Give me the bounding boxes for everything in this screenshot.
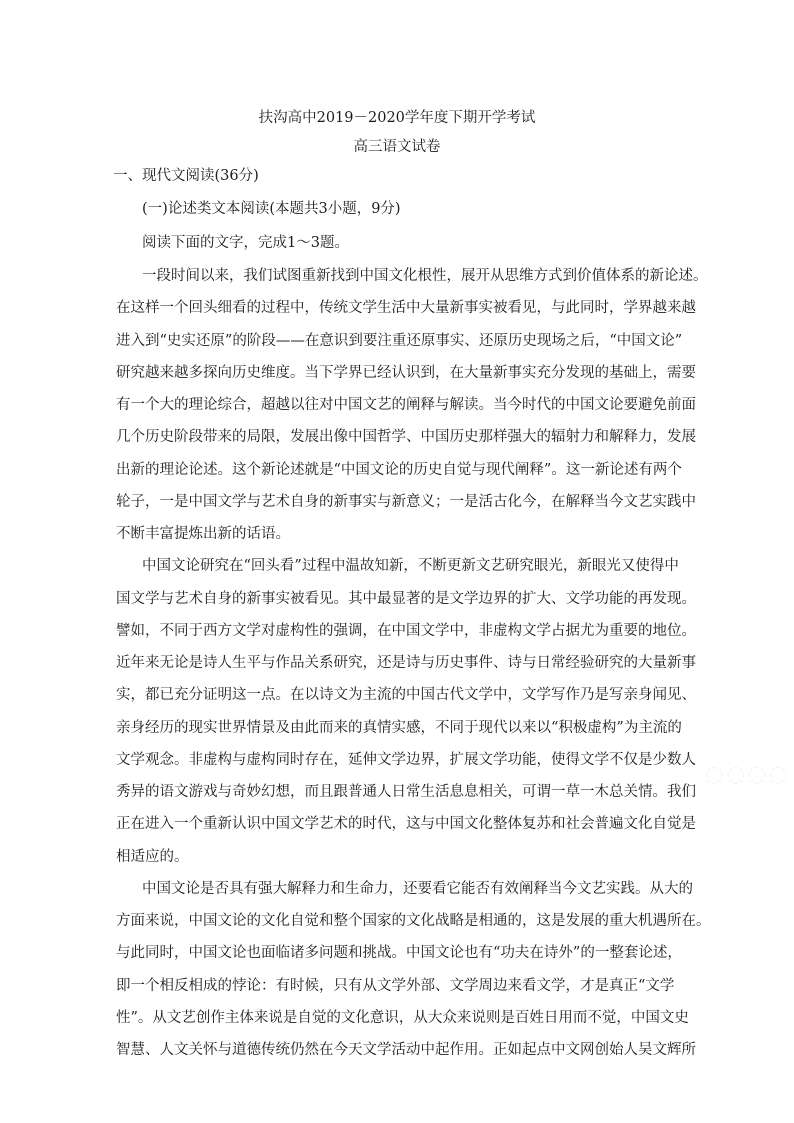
faint-watermark: ◌◌◌◌ xyxy=(705,762,790,787)
passage-line: 近年来无论是诗人生平与作品关系研究，还是诗与历史事件、诗与日常经验研究的大量新事 xyxy=(116,655,696,671)
passage-line: 中国文论研究在“回头看”过程中温故知新，不断更新文艺研究眼光，新眼光又使得中 xyxy=(142,558,679,574)
passage-line: 在这样一个回头细看的过程中，传统文学生活中大量新事实被看见，与此同时，学界越来越 xyxy=(116,300,696,316)
passage-line: 出新的理论论述。这个新论述就是“中国文论的历史自觉与现代阐释”。这一新论述有两个 xyxy=(116,462,682,478)
sub-section-heading: (一)论述类文本阅读(本题共3小题，9分) xyxy=(142,201,401,217)
passage-line: 即一个相反相成的悖论：有时候，只有从文学外部、文学周边来看文学，才是真正“文学 xyxy=(116,978,675,994)
passage-line: 一段时间以来，我们试图重新找到中国文化根性，展开从思维方式到价值体系的新论述。 xyxy=(142,268,708,284)
passage-line: 有一个大的理论综合，超越以往对中国文艺的阐释与解读。当今时代的中国文论要避免前面 xyxy=(116,397,696,413)
reading-instruction: 阅读下面的文字，完成1～3题。 xyxy=(142,235,349,251)
passage-line: 文学观念。非虚构与虚构同时存在，延伸文学边界，扩展文学功能，使得文学不仅是少数人 xyxy=(116,752,696,768)
passage-line: 正在进入一个重新认识中国文学艺术的时代，这与中国文化整体复苏和社会普遍文化自觉是 xyxy=(116,816,696,832)
passage-line: 智慧、人文关怀与道德传统仍然在今天文学活动中起作用。正如起点中文网创始人吴文辉所 xyxy=(116,1042,696,1058)
passage-line: 秀异的语文游戏与奇妙幻想，而且跟普通人日常生活息息相关，可谓一草一木总关情。我们 xyxy=(116,784,696,800)
exam-title: 扶沟高中2019－2020学年度下期开学考试 xyxy=(258,110,536,126)
passage-line: 国文学与艺术自身的新事实被看见。其中最显著的是文学边界的扩大、文学功能的再发现。 xyxy=(116,591,696,607)
passage-line: 几个历史阶段带来的局限，发展出像中国哲学、中国历史那样强大的辐射力和解释力，发展 xyxy=(116,429,696,445)
passage-line: 譬如，不同于西方文学对虚构性的强调，在中国文学中，非虚构文学占据尤为重要的地位。 xyxy=(116,623,696,639)
passage-line: 与此同时，中国文论也面临诸多问题和挑战。中国文论也有“功夫在诗外”的一整套论述， xyxy=(116,945,682,961)
passage-line: 方面来说，中国文论的文化自觉和整个国家的文化战略是相通的，这是发展的重大机遇所在。 xyxy=(116,913,711,929)
passage-line: 进入到“史实还原”的阶段——在意识到要注重还原事实、还原历史现场之后，“中国文论” xyxy=(116,333,683,349)
passage-line: 实，都已充分证明这一点。在以诗文为主流的中国古代文学中，文学写作乃是写亲身闻见、 xyxy=(116,687,696,703)
passage-line: 研究越来越多探向历史维度。当下学界已经认识到，在大量新事实充分发现的基础上，需要 xyxy=(116,365,696,381)
passage-line: 不断丰富提炼出新的话语。 xyxy=(116,526,290,542)
passage-line: 性”。从文艺创作主体来说是自觉的文化意识，从大众来说则是百姓日用而不觉，中国文史 xyxy=(116,1010,689,1026)
passage-line: 相适应的。 xyxy=(116,849,189,865)
passage-line: 轮子，一是中国文学与艺术自身的新事实与新意义；一是活古化今，在解释当今文艺实践中 xyxy=(116,494,696,510)
section-heading: 一、现代文阅读(36分) xyxy=(113,168,259,184)
passage-line: 亲身经历的现实世界情景及由此而来的真情实感，不同于现代以来以“积极虚构”为主流的 xyxy=(116,720,682,736)
exam-subtitle: 高三语文试卷 xyxy=(353,139,441,155)
passage-line: 中国文论是否具有强大解释力和生命力，还要看它能否有效阐释当今文艺实践。从大的 xyxy=(142,881,693,897)
